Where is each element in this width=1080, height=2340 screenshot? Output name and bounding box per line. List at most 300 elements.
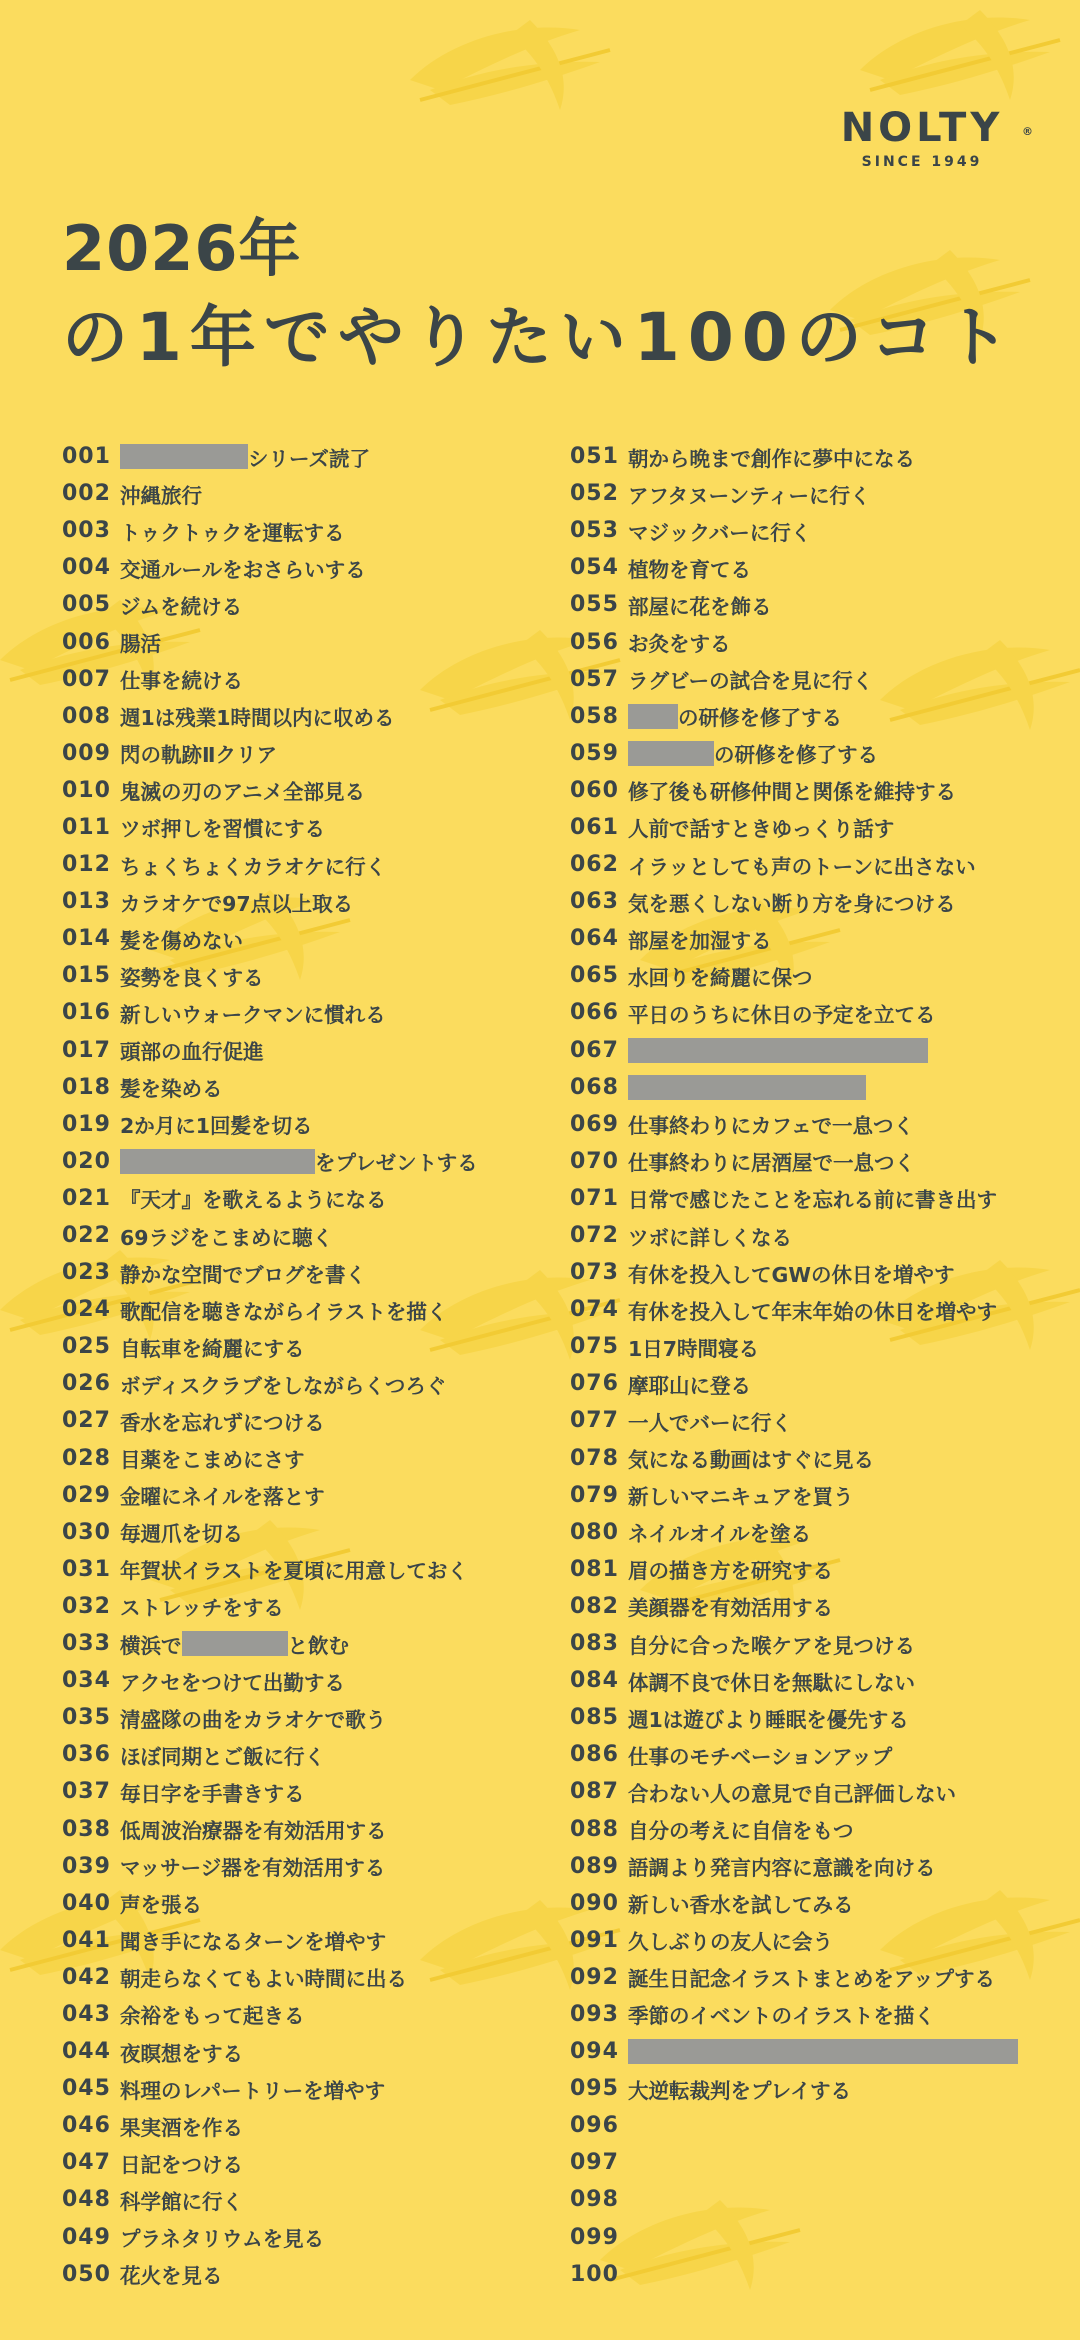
item-content <box>628 442 915 472</box>
item-text: マッサージ器を有効活用する <box>120 1856 386 1881</box>
item-text: ネイルオイルを塗る <box>628 1522 812 1547</box>
item-number: 063 <box>570 889 619 915</box>
item-content <box>120 1072 223 1102</box>
item-text: 姿勢を良くする <box>120 965 264 990</box>
list-item <box>62 2033 562 2070</box>
item-content <box>120 1369 446 1399</box>
item-text-suffix: シリーズ読了 <box>248 446 370 471</box>
item-content <box>628 1332 759 1362</box>
item-content <box>120 1740 325 1770</box>
list-item <box>62 1551 562 1588</box>
item-content <box>120 2037 243 2067</box>
list-item <box>570 1032 1070 1069</box>
list-item <box>62 1254 562 1291</box>
item-text: 自分の考えに自信をもつ <box>628 1819 854 1844</box>
item-number: 006 <box>62 629 111 655</box>
item-content <box>120 2074 385 2104</box>
item-text: 自分に合った喉ケアを見つける <box>628 1633 915 1658</box>
item-number: 022 <box>62 1223 111 1249</box>
list-item <box>570 1996 1070 2033</box>
item-content <box>628 1591 833 1621</box>
item-number: 087 <box>570 1779 619 1805</box>
item-text: 自転車を綺麗にする <box>120 1336 305 1361</box>
item-text: 季節のイベントのイラストを描く <box>628 2004 935 2029</box>
item-content <box>628 627 731 657</box>
list-item <box>570 1514 1070 1551</box>
item-content <box>120 1777 305 1807</box>
item-content <box>628 775 956 805</box>
item-number: 002 <box>62 481 111 507</box>
item-number: 053 <box>570 518 619 544</box>
item-number: 088 <box>570 1816 619 1842</box>
item-content <box>628 1295 997 1325</box>
item-content <box>628 1851 936 1881</box>
list-item <box>570 772 1070 809</box>
item-number: 047 <box>62 2150 111 2176</box>
item-content <box>628 553 751 583</box>
list-item <box>570 2107 1070 2144</box>
item-number: 009 <box>62 740 111 766</box>
item-number: 038 <box>62 1816 111 1842</box>
item-number: 079 <box>570 1482 619 1508</box>
item-content <box>628 1038 928 1063</box>
list-item <box>62 1477 562 1514</box>
item-number: 039 <box>62 1853 111 1879</box>
item-content <box>120 590 242 620</box>
item-text: トゥクトゥクを運転する <box>120 520 345 545</box>
item-text: 沖縄旅行 <box>120 483 202 508</box>
item-text: 大逆転裁判をプレイする <box>628 2078 852 2103</box>
item-text: 果実酒を作る <box>120 2115 243 2140</box>
item-number: 046 <box>62 2113 111 2139</box>
item-text: プラネタリウムを見る <box>120 2227 325 2252</box>
item-text: 有休を投入してGWの休日を増やす <box>628 1262 955 1287</box>
item-text: 仕事のモチベーションアップ <box>628 1744 893 1769</box>
item-text: 髪を染める <box>120 1077 223 1102</box>
list-item <box>62 1773 562 1810</box>
list-item <box>570 2033 1070 2070</box>
item-number: 024 <box>62 1297 111 1323</box>
list-item <box>62 1810 562 1847</box>
list-item <box>62 2107 562 2144</box>
item-content <box>628 1962 995 1992</box>
item-content <box>628 1999 935 2029</box>
item-text: 1日7時間寝る <box>628 1336 760 1361</box>
item-text: 語調より発言内容に意識を向ける <box>628 1856 936 1881</box>
item-number: 008 <box>62 703 111 729</box>
item-number: 059 <box>570 740 619 766</box>
item-number: 052 <box>570 481 619 507</box>
item-content <box>120 1443 305 1473</box>
item-text: 低周波治療器を有効活用する <box>120 1819 387 1844</box>
list-item <box>62 957 562 994</box>
item-content <box>120 924 243 954</box>
item-number: 018 <box>62 1074 111 1100</box>
item-content <box>120 1035 264 1065</box>
list-item <box>62 735 562 772</box>
item-text: ツボ押しを習慣にする <box>120 817 325 842</box>
item-text: ジムを続ける <box>120 594 243 619</box>
item-text: 閃の軌跡Ⅱクリア <box>120 743 278 768</box>
item-number: 067 <box>570 1037 619 1063</box>
list-item <box>62 846 562 883</box>
item-content <box>120 2259 223 2289</box>
item-text: 腸活 <box>120 632 161 657</box>
list-item <box>570 512 1070 549</box>
list-item <box>570 2256 1070 2293</box>
item-content <box>628 2039 1018 2064</box>
list-item <box>570 1069 1070 1106</box>
list-item <box>62 1291 562 1328</box>
item-text: 新しいウォークマンに慣れる <box>120 1002 386 1027</box>
item-text: お灸をする <box>628 632 731 657</box>
list-item <box>62 475 562 512</box>
item-text: 朝走らなくてもよい時間に出る <box>120 1967 407 1992</box>
item-content <box>628 738 878 768</box>
item-content <box>120 1629 349 1659</box>
item-content <box>120 2111 243 2141</box>
item-text: 花火を見る <box>120 2264 223 2289</box>
item-number: 007 <box>62 666 111 692</box>
item-content <box>628 1629 915 1659</box>
redaction-bar-icon <box>628 704 678 729</box>
list-item <box>62 1996 562 2033</box>
item-number: 005 <box>62 592 111 618</box>
item-content <box>628 1480 854 1510</box>
item-number: 100 <box>570 2261 619 2287</box>
item-content <box>120 627 161 657</box>
list-item <box>62 994 562 1031</box>
item-text: 横浜で <box>120 1633 182 1658</box>
item-number: 016 <box>62 1000 111 1026</box>
list-item <box>570 475 1070 512</box>
item-text: 体調不良で休日を無駄にしない <box>628 1670 915 1695</box>
item-text: ちょくちょくカラオケに行く <box>120 854 387 879</box>
list-item <box>570 1477 1070 1514</box>
list-item <box>570 735 1070 772</box>
list-item <box>570 661 1070 698</box>
item-text: 人前で話すときゆっくり話す <box>628 817 895 842</box>
list-item <box>62 1143 562 1180</box>
item-number: 032 <box>62 1593 111 1619</box>
item-text: 久しぶりの友人に会う <box>628 1930 833 1955</box>
item-text: 週1は残業1時間以内に収める <box>120 706 395 731</box>
list-item <box>570 883 1070 920</box>
list-item <box>570 920 1070 957</box>
list-item <box>570 2144 1070 2181</box>
item-number: 033 <box>62 1631 111 1657</box>
item-content <box>120 1146 478 1176</box>
item-content <box>120 2148 243 2178</box>
item-text: アクセをつけて出勤する <box>120 1670 345 1695</box>
item-text: ほぼ同期とご飯に行く <box>120 1744 325 1769</box>
item-content <box>628 2074 851 2104</box>
list-item <box>62 1885 562 1922</box>
list-item <box>570 1551 1070 1588</box>
item-number: 049 <box>62 2224 111 2250</box>
item-content <box>628 1146 915 1176</box>
item-number: 001 <box>62 444 111 470</box>
list-item <box>62 1180 562 1217</box>
item-text: マジックバーに行く <box>628 520 812 545</box>
list-item <box>570 1662 1070 1699</box>
list-item <box>570 1848 1070 1885</box>
item-text: ストレッチをする <box>120 1596 284 1621</box>
list-item <box>570 586 1070 623</box>
item-number: 081 <box>570 1556 619 1582</box>
item-number: 072 <box>570 1223 619 1249</box>
item-content <box>120 1517 243 1547</box>
item-content <box>628 924 772 954</box>
item-number: 075 <box>570 1334 619 1360</box>
item-number: 034 <box>62 1668 111 1694</box>
list-item <box>570 698 1070 735</box>
item-number: 091 <box>570 1927 619 1953</box>
item-number: 085 <box>570 1705 619 1731</box>
list-item <box>62 1328 562 1365</box>
item-content <box>628 850 976 880</box>
list-item <box>570 2070 1070 2107</box>
item-number: 093 <box>570 2001 619 2027</box>
item-text-suffix: をプレゼントする <box>315 1151 478 1176</box>
item-text: 週1は遊びより睡眠を優先する <box>628 1707 909 1732</box>
redaction-bar-icon <box>628 2039 1018 2064</box>
list-item <box>62 1440 562 1477</box>
item-number: 029 <box>62 1482 111 1508</box>
item-content <box>120 812 325 842</box>
item-text-suffix: の研修を修了する <box>714 743 878 768</box>
item-content <box>628 812 894 842</box>
list-column-right <box>570 438 1070 2293</box>
list-item <box>62 1699 562 1736</box>
list-item <box>62 2070 562 2107</box>
item-content <box>120 887 353 917</box>
redaction-bar-icon <box>182 1631 288 1656</box>
brand-logo <box>817 105 1033 170</box>
list-item <box>570 1922 1070 1959</box>
item-content <box>120 775 365 805</box>
list-item <box>570 1625 1070 1662</box>
item-number: 021 <box>62 1185 111 1211</box>
item-content <box>628 1777 956 1807</box>
list-item <box>62 1402 562 1439</box>
item-content <box>120 1295 447 1325</box>
item-text: 交通ルールをおさらいする <box>120 557 366 582</box>
item-number: 082 <box>570 1593 619 1619</box>
item-content <box>120 701 395 731</box>
list-item <box>62 2256 562 2293</box>
item-content <box>120 1666 345 1696</box>
item-text: 水回りを綺麗に保つ <box>628 965 813 990</box>
item-content <box>120 1183 387 1213</box>
list-item <box>570 1143 1070 1180</box>
item-number: 089 <box>570 1853 619 1879</box>
list-item <box>570 1402 1070 1439</box>
item-content <box>628 1221 792 1251</box>
item-number: 060 <box>570 777 619 803</box>
item-text: 髪を傷めない <box>120 928 243 953</box>
item-text: 植物を育てる <box>628 557 751 582</box>
item-number: 066 <box>570 1000 619 1026</box>
brand-name: NOLTY ® <box>840 105 1033 151</box>
item-number: 031 <box>62 1556 111 1582</box>
item-content <box>628 1258 954 1288</box>
item-number: 096 <box>570 2113 619 2139</box>
item-content <box>120 1332 305 1362</box>
item-number: 011 <box>62 814 111 840</box>
item-content <box>120 850 386 880</box>
list-item <box>62 698 562 735</box>
item-number: 074 <box>570 1297 619 1323</box>
list-item <box>570 1328 1070 1365</box>
item-text: ラグビーの試合を見に行く <box>628 669 874 694</box>
item-number: 020 <box>62 1148 111 1174</box>
item-number: 026 <box>62 1371 111 1397</box>
item-content <box>120 2185 243 2215</box>
list-item <box>62 586 562 623</box>
item-number: 042 <box>62 1964 111 1990</box>
item-number: 064 <box>570 926 619 952</box>
list-item <box>570 549 1070 586</box>
item-content <box>628 1183 997 1213</box>
redaction-bar-icon <box>120 1149 315 1174</box>
redaction-bar-icon <box>120 444 248 469</box>
list-item <box>62 1106 562 1143</box>
item-content <box>120 553 366 583</box>
item-text: 仕事を続ける <box>120 669 243 694</box>
page-title-main: の1年でやりたい100のコト <box>62 299 1018 376</box>
item-content <box>120 1258 366 1288</box>
list-item <box>62 809 562 846</box>
item-content <box>628 1075 866 1100</box>
list-item <box>62 438 562 475</box>
list-item <box>62 1959 562 1996</box>
item-content <box>628 1925 833 1955</box>
item-text-suffix: と飲む <box>287 1633 349 1658</box>
item-number: 097 <box>570 2150 619 2176</box>
item-number: 069 <box>570 1111 619 1137</box>
item-content <box>120 2222 324 2252</box>
item-text: 香水を忘れずにつける <box>120 1410 325 1435</box>
list-item <box>570 1365 1070 1402</box>
list-item <box>570 623 1070 660</box>
item-text: 美顔器を有効活用する <box>628 1596 833 1621</box>
item-number: 099 <box>570 2224 619 2250</box>
item-number: 012 <box>62 852 111 878</box>
item-content <box>628 1406 792 1436</box>
item-text: 69ラジをこまめに聴く <box>120 1225 334 1250</box>
item-number: 095 <box>570 2076 619 2102</box>
item-content <box>628 1740 892 1770</box>
item-text: ツボに詳しくなる <box>628 1225 792 1250</box>
item-number: 056 <box>570 629 619 655</box>
list-item <box>62 1069 562 1106</box>
item-number: 076 <box>570 1371 619 1397</box>
list-item <box>62 1032 562 1069</box>
list-item <box>570 1885 1070 1922</box>
item-number: 077 <box>570 1408 619 1434</box>
item-number: 003 <box>62 518 111 544</box>
item-content <box>120 1109 313 1139</box>
item-content <box>120 738 277 768</box>
item-number: 098 <box>570 2187 619 2213</box>
item-text: 仕事終わりに居酒屋で一息つく <box>628 1151 915 1176</box>
item-content <box>120 516 344 546</box>
item-number: 040 <box>62 1890 111 1916</box>
item-number: 073 <box>570 1260 619 1286</box>
item-content <box>628 590 772 620</box>
list-item <box>62 623 562 660</box>
item-content <box>120 1591 284 1621</box>
list-item <box>570 1810 1070 1847</box>
item-number: 057 <box>570 666 619 692</box>
item-text: 部屋を加湿する <box>628 928 772 953</box>
item-content <box>628 1888 854 1918</box>
item-content <box>120 961 264 991</box>
item-text: 誕生日記念イラストまとめをアップする <box>628 1967 995 1992</box>
item-content <box>120 442 370 472</box>
item-text: 頭部の血行促進 <box>120 1040 264 1065</box>
list-item <box>570 957 1070 994</box>
item-number: 062 <box>570 852 619 878</box>
list-item <box>62 1625 562 1662</box>
redaction-bar-icon <box>628 1075 866 1100</box>
item-number: 035 <box>62 1705 111 1731</box>
item-text: 眉の描き方を研究する <box>628 1559 833 1584</box>
item-number: 004 <box>62 555 111 581</box>
list-item <box>570 1217 1070 1254</box>
item-content <box>120 998 386 1028</box>
brand-tagline: SINCE 1949 <box>861 154 983 170</box>
item-text: 声を張る <box>120 1893 202 1918</box>
item-content <box>628 887 956 917</box>
item-number: 015 <box>62 963 111 989</box>
item-number: 027 <box>62 1408 111 1434</box>
item-text: 科学館に行く <box>120 2189 243 2214</box>
item-content <box>120 1480 325 1510</box>
list-item <box>570 2219 1070 2256</box>
list-item <box>62 1922 562 1959</box>
item-text: 清盛隊の曲をカラオケで歌う <box>120 1707 387 1732</box>
item-number: 017 <box>62 1037 111 1063</box>
list-item <box>570 994 1070 1031</box>
item-content <box>120 664 243 694</box>
item-content <box>628 1369 751 1399</box>
item-content <box>120 479 202 509</box>
item-number: 025 <box>62 1334 111 1360</box>
item-content <box>120 1851 385 1881</box>
item-content <box>628 1517 811 1547</box>
item-text: 鬼滅の刃のアニメ全部見る <box>120 780 365 805</box>
list-item <box>570 1106 1070 1143</box>
list-item <box>570 1180 1070 1217</box>
item-number: 013 <box>62 889 111 915</box>
item-text: 歌配信を聴きながらイラストを描く <box>120 1299 448 1324</box>
item-number: 041 <box>62 1927 111 1953</box>
item-content <box>628 1666 915 1696</box>
item-number: 080 <box>570 1519 619 1545</box>
item-content <box>628 998 936 1028</box>
item-text: 摩耶山に登る <box>628 1373 751 1398</box>
item-number: 094 <box>570 2039 619 2065</box>
item-content <box>120 1221 333 1251</box>
item-text: 『天才』を歌えるようになる <box>120 1188 387 1213</box>
item-text: 毎日字を手書きする <box>120 1781 305 1806</box>
list-item <box>570 1588 1070 1625</box>
item-number: 019 <box>62 1111 111 1137</box>
item-text: 聞き手になるターンを増やす <box>120 1930 387 1955</box>
item-text: 毎週爪を切る <box>120 1522 243 1547</box>
